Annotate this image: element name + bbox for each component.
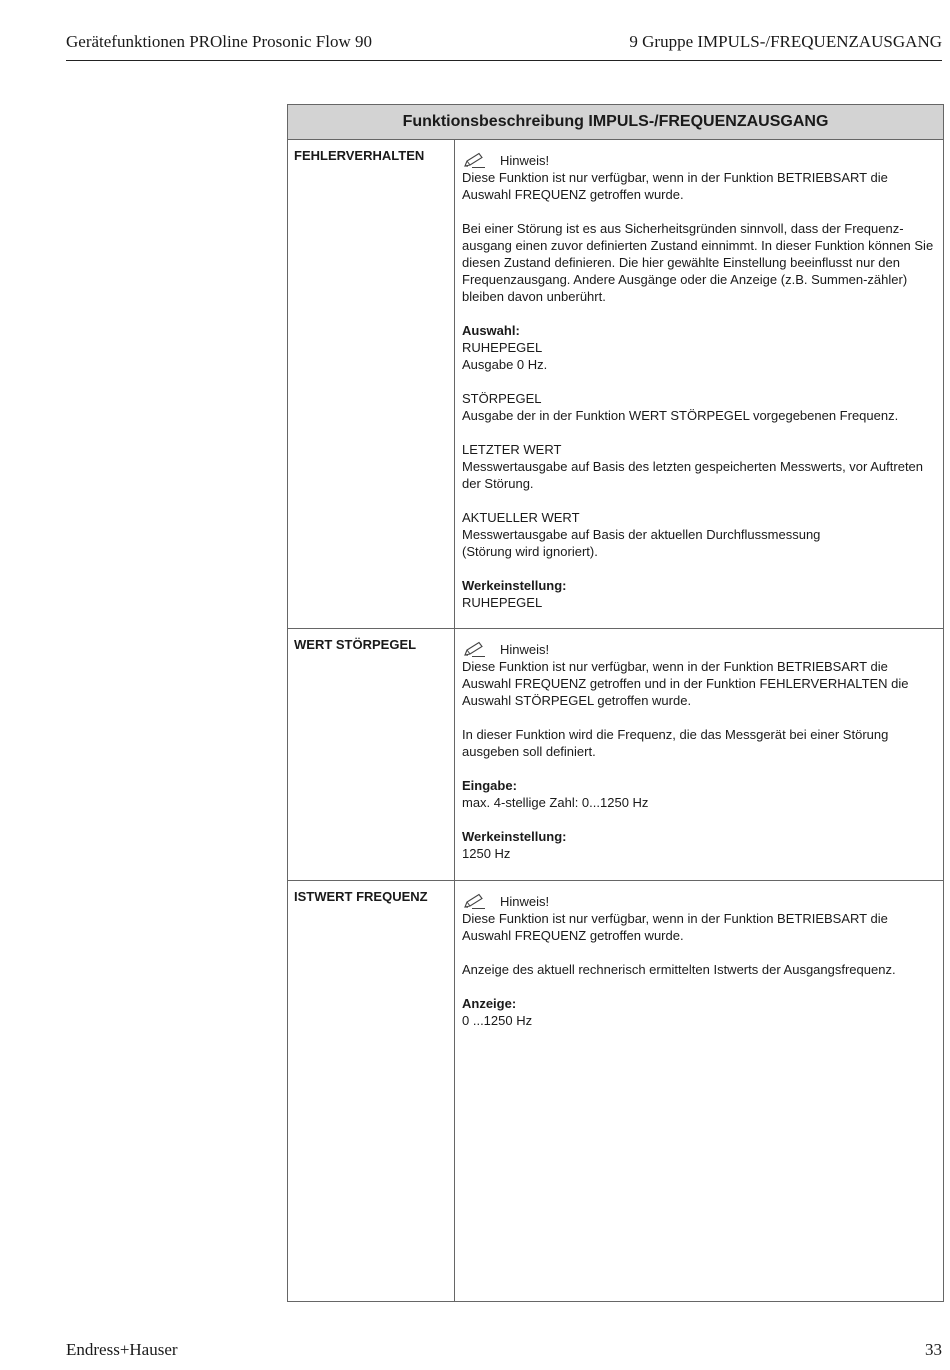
note-text: Diese Funktion ist nur verfügbar, wenn in der Funktion BETRIEBSART die Auswahl FREQUENZ getroffen wurde. (462, 170, 888, 202)
note-heading (462, 152, 937, 169)
option-desc-cont: (Störung wird ignoriert). (462, 544, 598, 559)
pencil-icon (462, 641, 488, 658)
option-name: AKTUELLER WERT (462, 510, 580, 525)
option-desc: Messwertausgabe auf Basis des letzten gespeicherten Messwerts, vor Auftreten der Störung. (462, 459, 924, 491)
row-label: WERT STÖRPEGEL (288, 629, 455, 880)
factory-label: Werkeinstellung: (462, 578, 567, 593)
option-name: RUHEPEGEL (462, 340, 543, 355)
table-row-fehlerverhalten (288, 140, 943, 629)
option-name: STÖRPEGEL (462, 391, 542, 406)
pencil-icon (462, 152, 488, 169)
selection-label: Auswahl: (462, 323, 520, 338)
row-content (455, 881, 943, 1301)
note-heading (462, 893, 937, 910)
description: Bei einer Störung ist es aus Sicherheitsgründen sinnvoll, dass der Frequenz-ausgang einen zuvor definierten Zustand einnimmt. In dieser Funktion können Sie diesen Zustand definieren. Die hier gewählte Einstellung beeinflusst nur den Frequenzausgang. Andere Ausgänge oder die Anzeige (z.B. Summen-zähler) bleiben davon unberührt. (462, 221, 934, 304)
page-header (66, 30, 942, 61)
table-title: Funktionsbeschreibung IMPULS-/FREQUENZAUSGANG (288, 105, 943, 140)
display-label: Anzeige: (462, 996, 517, 1011)
table-row-wert-stoerpegel (288, 629, 943, 881)
row-content (455, 140, 943, 628)
option-desc: Ausgabe der in der Funktion WERT STÖRPEGEL vorgegebenen Frequenz. (462, 408, 899, 423)
option-name: LETZTER WERT (462, 442, 562, 457)
function-table (287, 104, 944, 1302)
factory-value: 1250 Hz (462, 846, 511, 861)
factory-label: Werkeinstellung: (462, 829, 567, 844)
row-label: ISTWERT FREQUENZ (288, 881, 455, 1301)
footer-brand: Endress+Hauser (66, 1340, 178, 1359)
note-title: Hinweis! (500, 894, 550, 909)
note-heading (462, 641, 937, 658)
note-text: Diese Funktion ist nur verfügbar, wenn in der Funktion BETRIEBSART die Auswahl FREQUENZ getroffen wurde. (462, 911, 888, 943)
pencil-icon (462, 893, 488, 910)
option-desc: Ausgabe 0 Hz. (462, 357, 548, 372)
option-desc: Messwertausgabe auf Basis der aktuellen Durchflussmessung (462, 527, 821, 542)
display-value: 0 ...1250 Hz (462, 1013, 533, 1028)
page-number: 33 (925, 1340, 942, 1359)
description: In dieser Funktion wird die Frequenz, die das Messgerät bei einer Störung ausgeben soll definiert. (462, 727, 889, 759)
factory-value: RUHEPEGEL (462, 595, 543, 610)
header-doc-title: Gerätefunktionen PROline Prosonic Flow 90 (66, 32, 372, 51)
row-label: FEHLERVERHALTEN (288, 140, 455, 628)
table-row-istwert-frequenz (288, 881, 943, 1301)
header-section-title: 9 Gruppe IMPULS-/FREQUENZAUSGANG (629, 32, 942, 51)
input-label: Eingabe: (462, 778, 517, 793)
note-title: Hinweis! (500, 153, 550, 168)
note-title: Hinweis! (500, 642, 550, 657)
note-text: Diese Funktion ist nur verfügbar, wenn in der Funktion BETRIEBSART die Auswahl FREQUENZ getroffen und in der Funktion FEHLERVERHALTEN die Auswahl STÖRPEGEL getroffen wurde. (462, 659, 909, 708)
input-value: max. 4-stellige Zahl: 0...1250 Hz (462, 795, 649, 810)
description: Anzeige des aktuell rechnerisch ermittelten Istwerts der Ausgangsfrequenz. (462, 962, 896, 977)
row-content (455, 629, 943, 880)
